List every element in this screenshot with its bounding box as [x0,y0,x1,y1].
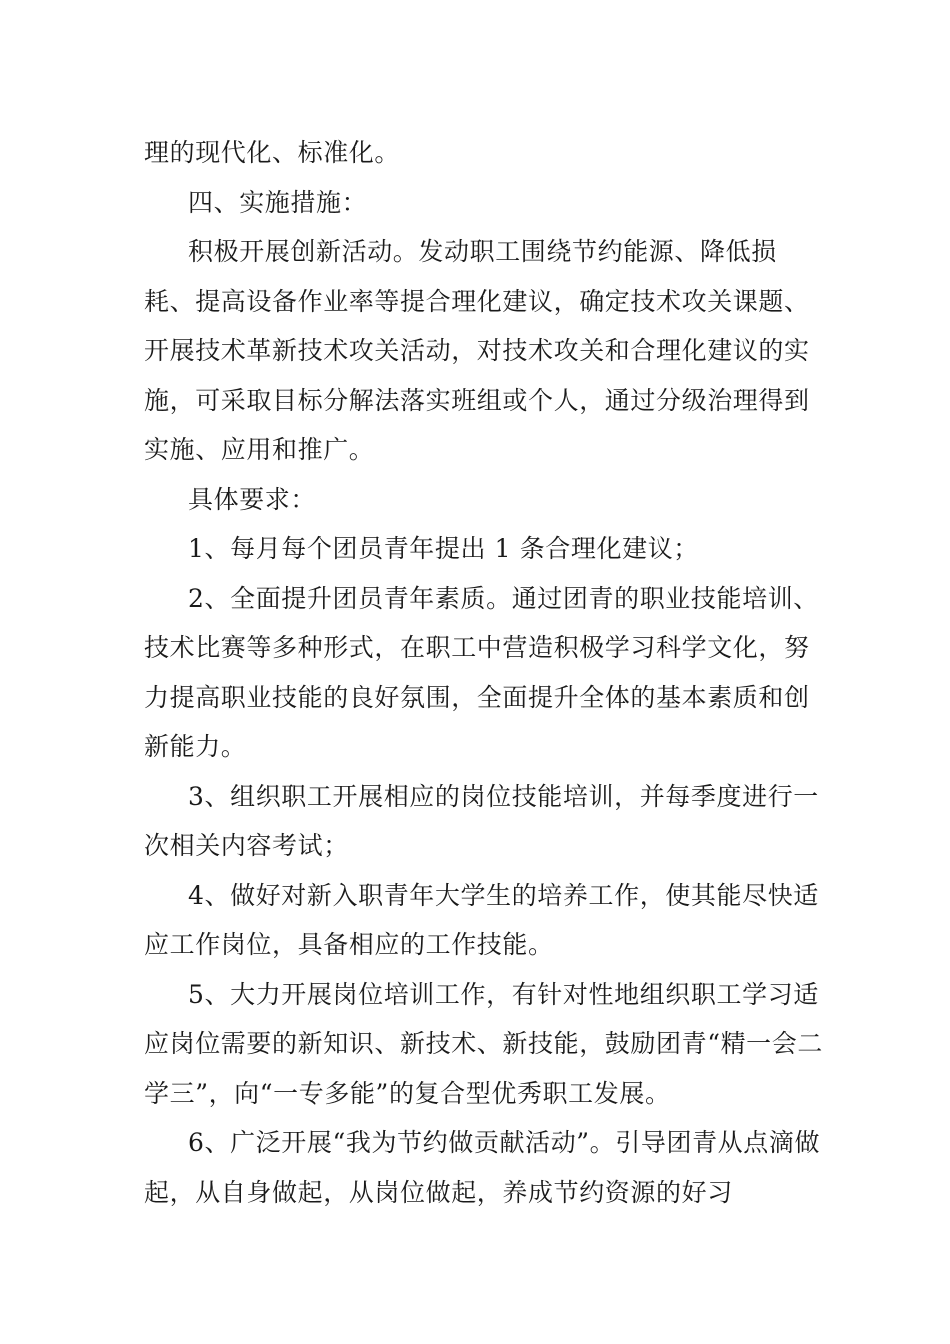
requirement-item-3: 3、组织职工开展相应的岗位技能培训，并每季度进行一次相关内容考试； [144,781,819,860]
requirement-item-5: 5、大力开展岗位培训工作，有针对性地组织职工学习适应岗位需要的新知识、新技术、新技能，鼓励团青“精一会二学三”，向“一专多能”的复合型优秀职工发展。 [144,979,823,1108]
subheading-requirements: 具体要求： [188,484,317,514]
section-heading-measures: 四、实施措施： [188,187,368,217]
document-body [144,128,824,1217]
requirement-item-1: 1、每月每个团员青年提出 1 条合理化建议； [188,534,699,563]
paragraph-continuation: 理的现代化、标准化。 [144,138,401,167]
requirement-item-2: 2、全面提升团员青年素质。通过团青的职业技能培训、技术比赛等多种形式，在职工中营造积极学习科学文化，努力提高职业技能的良好氛围，全面提升全体的基本素质和创新能力。 [144,583,819,761]
paragraph-innovation: 积极开展创新活动。发动职工围绕节约能源、降低损耗、提高设备作业率等提合理化建议，确定技术攻关课题、开展技术革新技术攻关活动，对技术攻关和合理化建议的实施，可采取目标分解法落实班组或个人，通过分级治理得到实施、应用和推广。 [144,237,810,464]
requirement-item-6: 6、广泛开展“我为节约做贡献活动”。引导团青从点滴做起，从自身做起，从岗位做起，养成节约资源的好习 [144,1128,821,1207]
requirement-item-4: 4、做好对新入职青年大学生的培养工作，使其能尽快适应工作岗位，具备相应的工作技能。 [144,880,819,959]
